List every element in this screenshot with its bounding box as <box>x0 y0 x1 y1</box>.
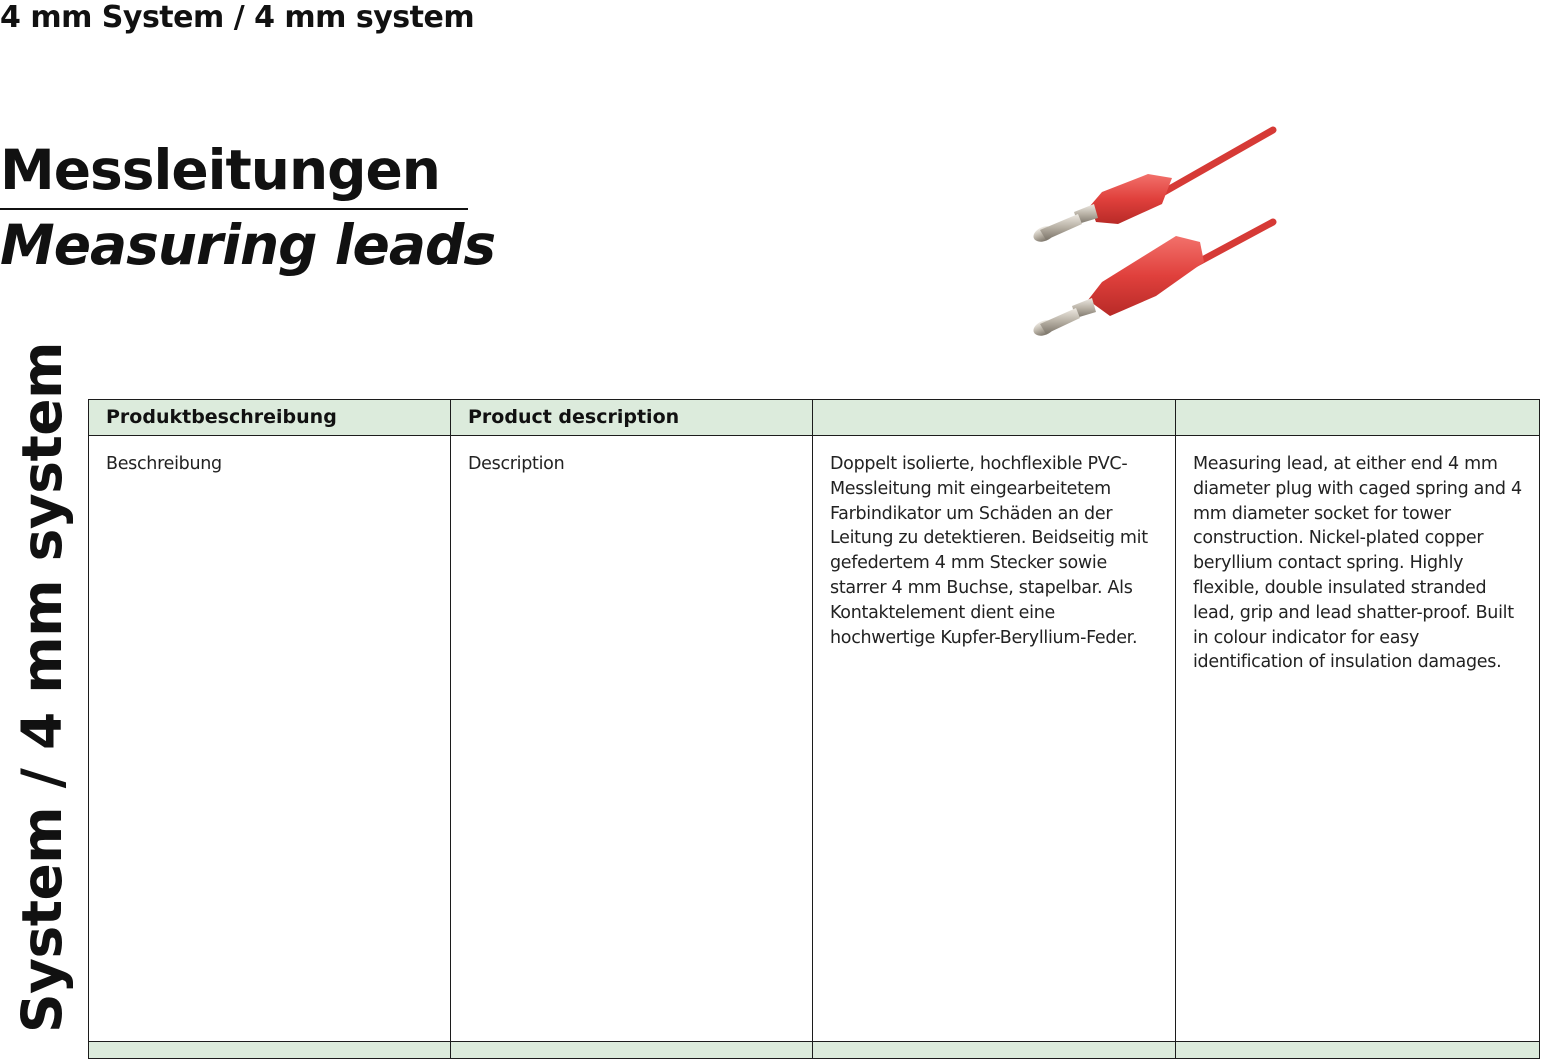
description-german: Doppelt isolierte, hochflexible PVC-Messleitung mit eingearbeitetem Farbindikator um Schäden an der Leitung zu detektieren. Beidseitig mit gefedertem 4 mm Stecker sowie starrer 4 mm Buchse, stapelbar. Als Kontaktelement dient eine hochwertige Kupfer-Beryllium-Feder. <box>813 436 1176 1042</box>
product-image <box>1030 122 1280 342</box>
description-english: Measuring lead, at either end 4 mm diameter plug with caged spring and 4 mm diameter socket for tower construction. Nickel-plated copper beryllium contact spring. Highly flexible, double insulated stranded lead, grip and lead shatter-proof. Built in colour indicator for easy identification of insulation damages. <box>1176 436 1540 1042</box>
upper-lead <box>1031 130 1273 245</box>
next-row-cell <box>813 1042 1176 1059</box>
title-english: Measuring leads <box>0 213 496 277</box>
table-header-row <box>89 400 1540 436</box>
header-empty-4 <box>1176 400 1540 436</box>
side-section-label: System / 4 mm system <box>10 342 74 1033</box>
next-row-cell <box>451 1042 813 1059</box>
product-description-table <box>88 399 1540 1059</box>
header-product-description: Product description <box>451 400 813 436</box>
header-produktbeschreibung: Produktbeschreibung <box>89 400 451 436</box>
next-row-cell <box>1176 1042 1540 1059</box>
label-beschreibung: Beschreibung <box>89 436 451 1042</box>
running-header: 4 mm System / 4 mm system <box>0 0 475 35</box>
table-row <box>89 436 1540 1042</box>
label-description: Description <box>451 436 813 1042</box>
next-row-cell <box>89 1042 451 1059</box>
table-row-next-partial <box>89 1042 1540 1059</box>
title-german: Messleitungen <box>0 132 468 210</box>
lower-lead <box>1031 222 1273 339</box>
header-empty-3 <box>813 400 1176 436</box>
title-block <box>0 132 496 280</box>
red-measuring-lead-icon <box>1030 122 1280 342</box>
